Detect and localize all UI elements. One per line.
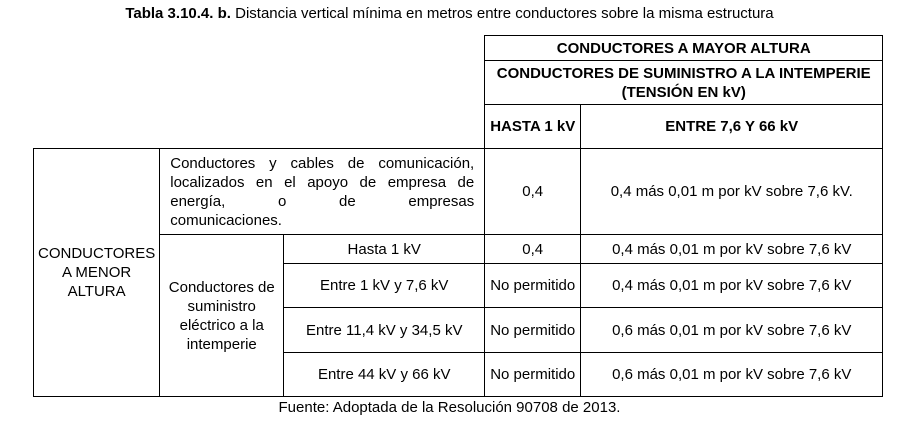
table-caption xyxy=(0,4,899,24)
source-note: Fuente: Adoptada de la Resolución 90708 de 2013. xyxy=(278,399,621,416)
row-label: Entre 44 kV y 66 kV xyxy=(284,353,485,397)
row-value-col2: 0,4 más 0,01 m por kV sobre 7,6 kV xyxy=(581,235,883,264)
row-value-col2: 0,6 más 0,01 m por kV sobre 7,6 kV xyxy=(581,308,883,353)
row-value-col1: No permitido xyxy=(485,308,581,353)
comm-line: energía, o de empresas xyxy=(170,192,475,210)
comm-line: Conductores y cables de comunicación, xyxy=(170,154,475,172)
table-title: Distancia vertical mínima en metros entre conductores sobre la misma estructura xyxy=(230,5,774,22)
comm-value-col1: 0,4 xyxy=(485,149,581,235)
row-value-col1: 0,4 xyxy=(485,235,581,264)
table-number: Tabla 3.10.4. b. xyxy=(125,5,231,22)
comm-value-col2: 0,4 más 0,01 m por kV sobre 7,6 kV. xyxy=(581,149,883,235)
header-supply-conductors: CONDUCTORES DE SUMINISTRO A LA INTEMPERIE (TENSIÓN EN kV) xyxy=(485,61,883,105)
lower-conductors-label: CONDUCTORES A MENOR ALTURA xyxy=(34,149,160,397)
row-value-col1: No permitido xyxy=(485,353,581,397)
supply-conductors-label: Conductores de suministro eléctrico a la intemperie xyxy=(160,235,284,397)
clearance-table xyxy=(33,35,883,397)
blank-corner xyxy=(34,36,485,149)
header-up-to-1kv: HASTA 1 kV xyxy=(485,105,581,149)
row-value-col1: No permitido xyxy=(485,264,581,308)
row-label: Entre 1 kV y 7,6 kV xyxy=(284,264,485,308)
comm-line: localizados en el apoyo de empresa de xyxy=(170,173,475,191)
row-value-col2: 0,4 más 0,01 m por kV sobre 7,6 kV xyxy=(581,264,883,308)
communication-conductors-label xyxy=(160,149,485,235)
row-label: Hasta 1 kV xyxy=(284,235,485,264)
row-value-col2: 0,6 más 0,01 m por kV sobre 7,6 kV xyxy=(581,353,883,397)
header-upper-conductors: CONDUCTORES A MAYOR ALTURA xyxy=(485,36,883,61)
header-7-6-to-66kv: ENTRE 7,6 Y 66 kV xyxy=(581,105,883,149)
row-label: Entre 11,4 kV y 34,5 kV xyxy=(284,308,485,353)
comm-line: comunicaciones. xyxy=(170,211,282,229)
